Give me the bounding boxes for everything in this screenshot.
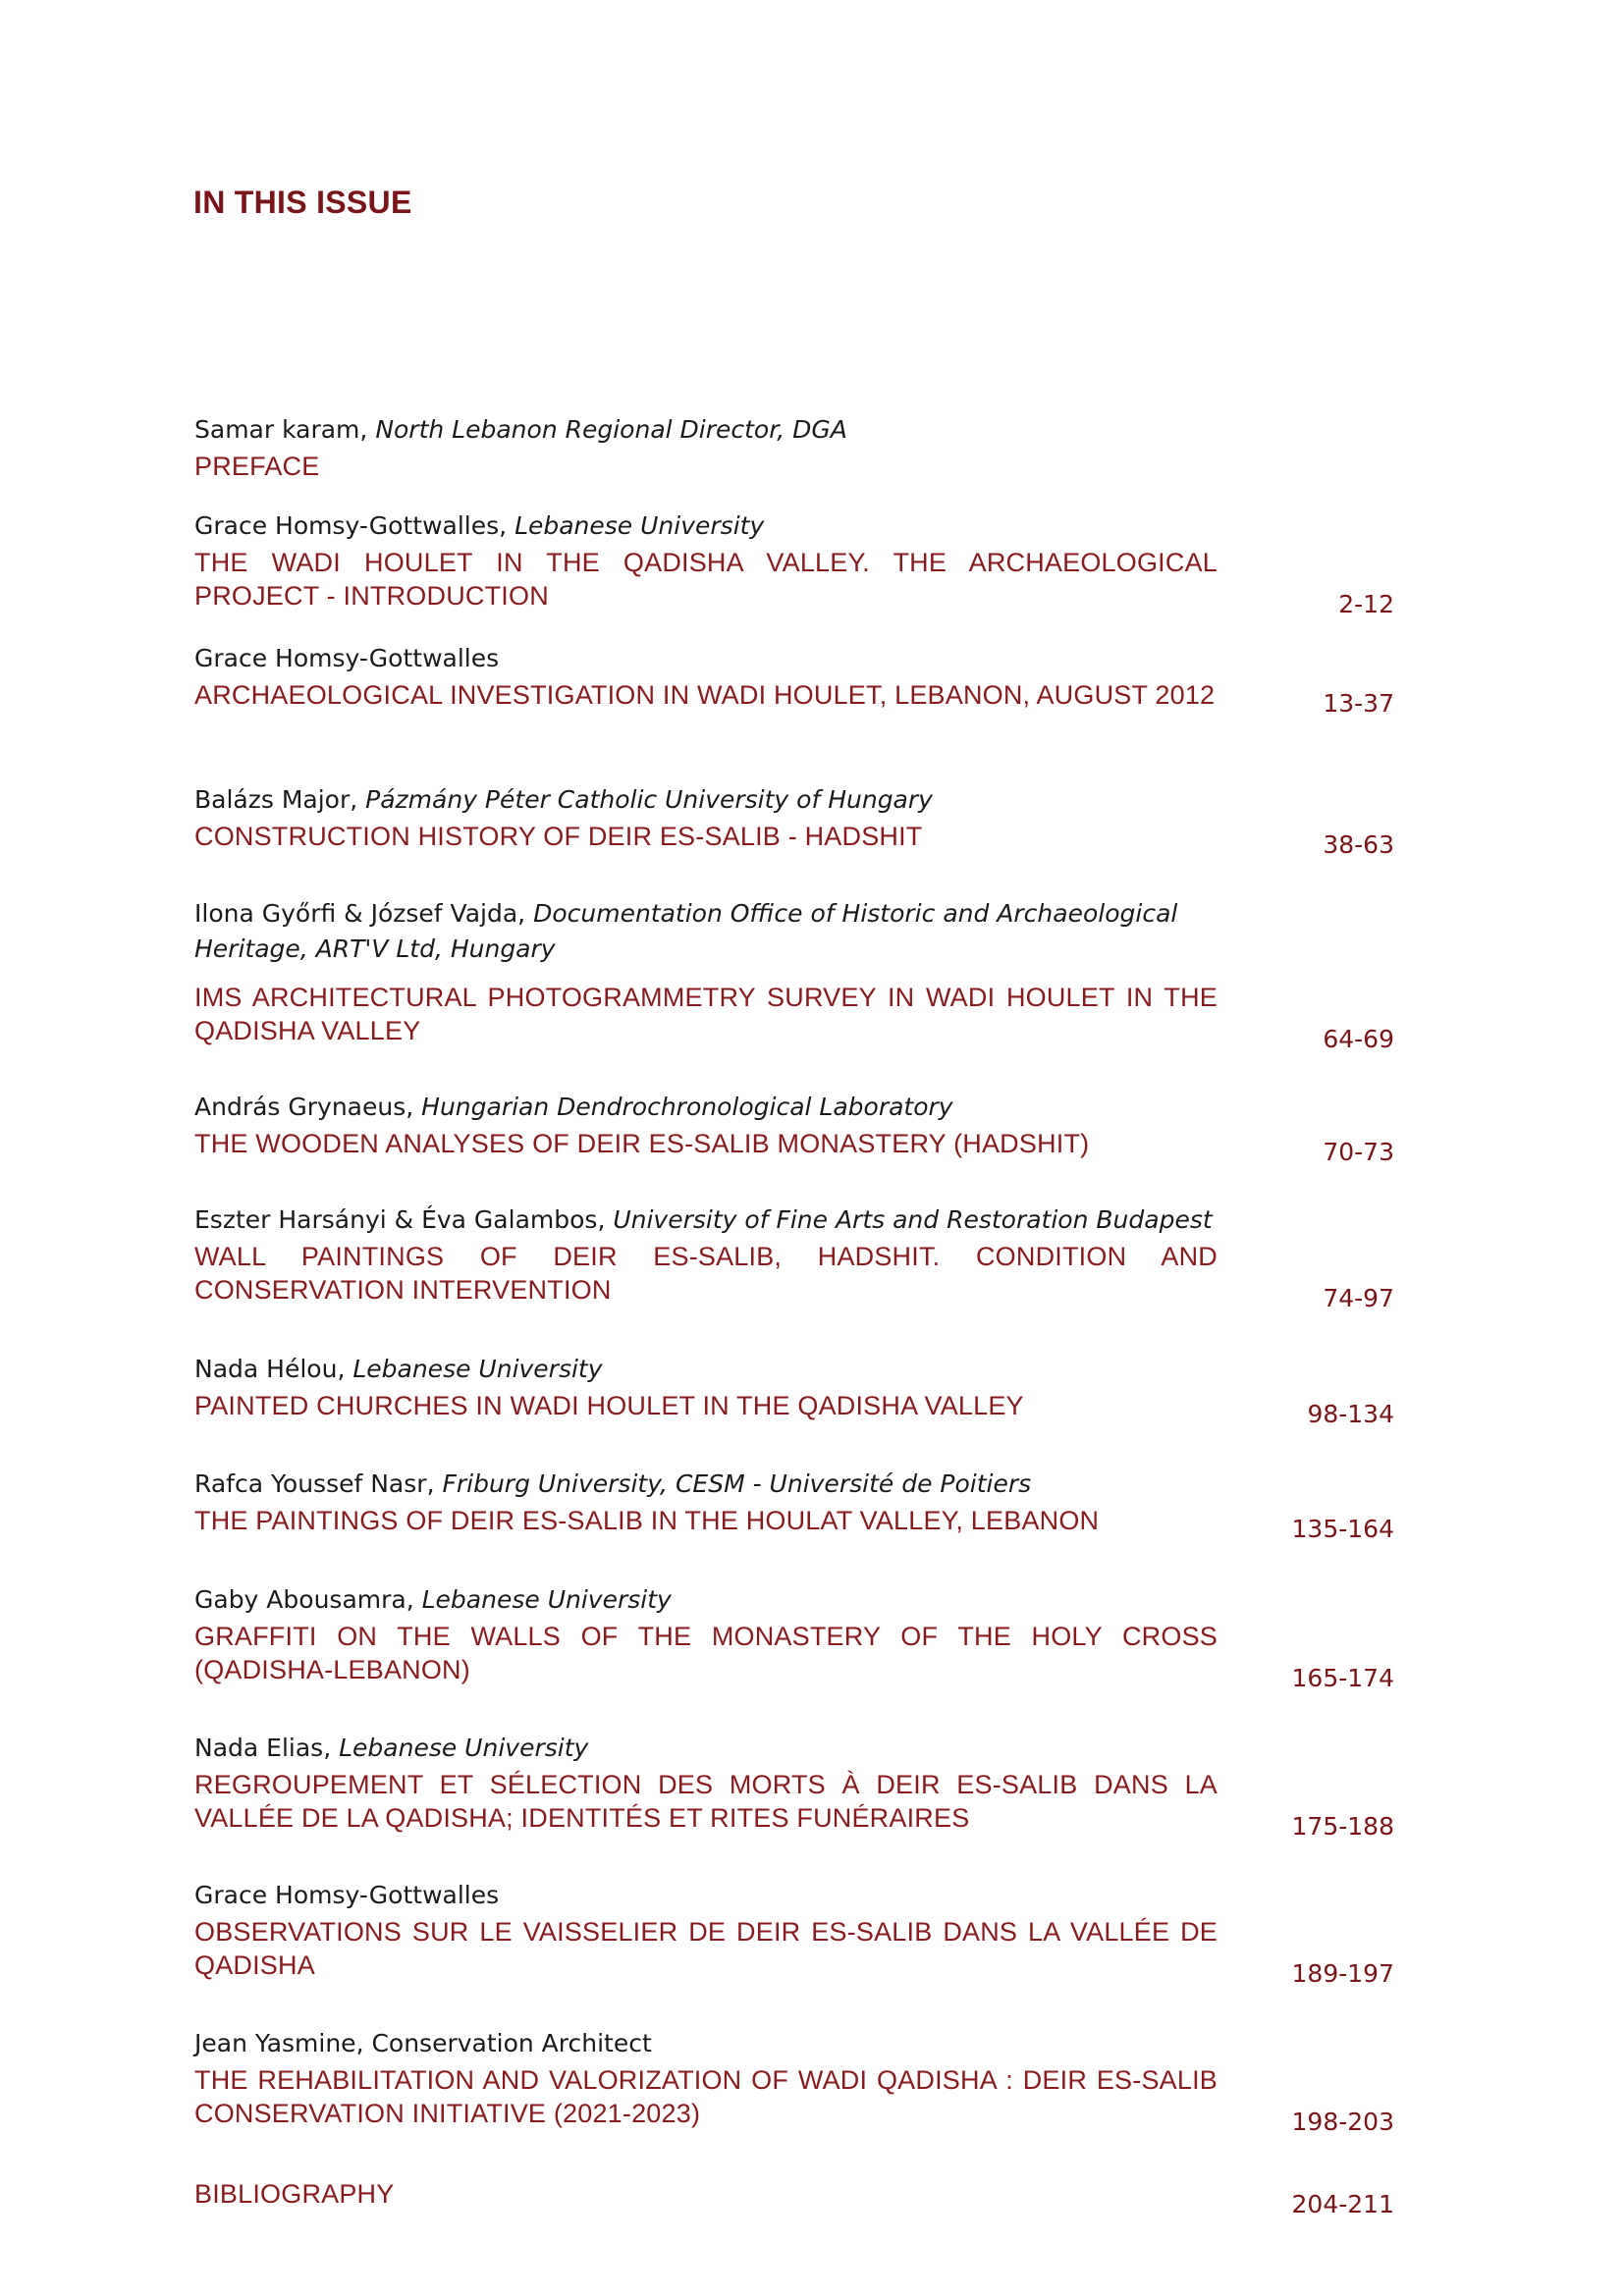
entry-author: Grace Homsy-Gottwalles [194, 511, 500, 540]
entry-page-range: 38-63 [1323, 830, 1394, 859]
entry-affiliation: North Lebanon Regional Director, DGA [375, 415, 847, 444]
entry-author-line: Ilona Győrfi & József Vajda, Documentation Office of Historic and Archaeological Heritage, ART'V Ltd, Hungary [194, 899, 1178, 963]
toc-entry-bibliography [194, 2177, 1394, 2218]
entry-title: IMS ARCHITECTURAL PHOTOGRAMMETRY SURVEY IN WADI HOULET IN THE QADISHA VALLEY [194, 983, 1218, 1045]
entry-author: Gaby Abousamra [194, 1585, 406, 1614]
entry-affiliation: Friburg University, CESM - Université de Poitiers [442, 1469, 1032, 1498]
toc-entry [194, 508, 1394, 618]
entry-page-range: 13-37 [1323, 689, 1394, 718]
entry-title: PAINTED CHURCHES IN WADI HOULET IN THE QADISHA VALLEY [194, 1391, 1024, 1420]
entry-title: REGROUPEMENT ET SÉLECTION DES MORTS À DEIR ES-SALIB DANS LA VALLÉE DE LA QADISHA; IDENTITÉS ET RITES FUNÉRAIRES [194, 1770, 1218, 1833]
entry-author: Samar karam [194, 415, 360, 444]
entry-author: Balázs Major [194, 785, 351, 814]
entry-affiliation: Pázmány Péter Catholic University of Hungary [365, 785, 933, 814]
entry-affiliation: Lebanese University [421, 1585, 672, 1614]
entry-affiliation: University of Fine Arts and Restoration Budapest [613, 1205, 1213, 1234]
entry-author-line [194, 1878, 1394, 1913]
toc-entry [194, 1352, 1394, 1428]
entry-page-range: 189-197 [1291, 1959, 1394, 1988]
entry-title: WALL PAINTINGS OF DEIR ES-SALIB, HADSHIT. CONDITION AND CONSERVATION INTERVENTION [194, 1242, 1218, 1305]
toc-entry [194, 1467, 1394, 1543]
entry-author-line: Samar karam, North Lebanon Regional Director, DGA [194, 415, 847, 444]
entry-author-line: Balázs Major, Pázmány Péter Catholic University of Hungary [194, 785, 933, 814]
entry-author-line: Grace Homsy-Gottwalles, Lebanese University [194, 511, 765, 540]
entry-title: THE WADI HOULET IN THE QADISHA VALLEY. THE ARCHAEOLOGICAL PROJECT - INTRODUCTION [194, 548, 1218, 611]
entry-author-line: Nada Hélou, Lebanese University [194, 1355, 603, 1383]
entry-title: THE PAINTINGS OF DEIR ES-SALIB IN THE HOULAT VALLEY, LEBANON [194, 1506, 1100, 1535]
toc-entry [194, 1731, 1394, 1841]
entry-title: ARCHAEOLOGICAL INVESTIGATION IN WADI HOULET, LEBANON, AUGUST 2012 [194, 680, 1216, 710]
toc-entry [194, 1582, 1394, 1692]
entry-affiliation: Lebanese University [352, 1355, 603, 1383]
entry-page-range: 98-134 [1307, 1400, 1394, 1428]
entry-author: Grace Homsy-Gottwalles [194, 1881, 500, 1909]
entry-page-range: 204-211 [1291, 2190, 1394, 2218]
entry-affiliation: Documentation Office of Historic and Archaeological Heritage, ART'V Ltd, Hungary [194, 899, 1178, 963]
entry-title: THE REHABILITATION AND VALORIZATION OF WADI QADISHA : DEIR ES-SALIB CONSERVATION INITIATIVE (2021-2023) [194, 2065, 1218, 2128]
entry-author-line [194, 2026, 1394, 2061]
entry-page-range: 198-203 [1291, 2108, 1394, 2136]
toc-entry [194, 1202, 1394, 1312]
toc-entry-preface [194, 412, 1394, 483]
entry-page-range: 165-174 [1291, 1664, 1394, 1692]
entry-page-range: 175-188 [1291, 1812, 1394, 1841]
entry-affiliation: Lebanese University [339, 1734, 589, 1762]
entry-title: GRAFFITI ON THE WALLS OF THE MONASTERY OF THE HOLY CROSS (QADISHA-LEBANON) [194, 1622, 1218, 1684]
entry-page-range: 2-12 [1338, 590, 1394, 618]
entry-affiliation: Lebanese University [514, 511, 765, 540]
entry-title: PREFACE [194, 452, 320, 481]
entry-page-range: 74-97 [1323, 1284, 1394, 1312]
entry-page-range: 64-69 [1323, 1025, 1394, 1053]
entry-author: Grace Homsy-Gottwalles [194, 644, 500, 672]
page-title: IN THIS ISSUE [193, 185, 412, 220]
toc-entry [194, 896, 1394, 1053]
entry-title: THE WOODEN ANALYSES OF DEIR ES-SALIB MONASTERY (HADSHIT) [194, 1129, 1090, 1158]
entry-author: Nada Elias [194, 1734, 324, 1762]
entry-page-range: 70-73 [1323, 1138, 1394, 1166]
entry-author-line: Gaby Abousamra, Lebanese University [194, 1585, 672, 1614]
entry-author: Nada Hélou [194, 1355, 338, 1383]
entry-title: OBSERVATIONS SUR LE VAISSELIER DE DEIR ES-SALIB DANS LA VALLÉE DE QADISHA [194, 1917, 1218, 1980]
entry-author-line: Nada Elias, Lebanese University [194, 1734, 589, 1762]
toc-entry [194, 641, 1394, 718]
entry-author: Eszter Harsányi & Éva Galambos [194, 1205, 598, 1234]
entry-affiliation: Hungarian Dendrochronological Laboratory [421, 1093, 953, 1121]
entry-author-line [194, 641, 1394, 676]
toc-entry [194, 1090, 1394, 1166]
entry-author: Rafca Youssef Nasr [194, 1469, 427, 1498]
entry-author: András Grynaeus [194, 1093, 406, 1121]
toc-entry [194, 782, 1394, 859]
entry-author-line: Rafca Youssef Nasr, Friburg University, CESM - Université de Poitiers [194, 1469, 1032, 1498]
entry-author: Ilona Győrfi & József Vajda [194, 899, 518, 928]
entry-title: BIBLIOGRAPHY [194, 2179, 395, 2209]
entry-page-range: 135-164 [1291, 1515, 1394, 1543]
toc-entry [194, 1878, 1394, 1988]
entry-title: CONSTRUCTION HISTORY OF DEIR ES-SALIB - HADSHIT [194, 822, 923, 851]
entry-author-line: Eszter Harsányi & Éva Galambos, University of Fine Arts and Restoration Budapest [194, 1205, 1213, 1234]
entry-author-line: András Grynaeus, Hungarian Dendrochronological Laboratory [194, 1093, 953, 1121]
entry-author: Jean Yasmine, Conservation Architect [194, 2029, 652, 2057]
toc-entry [194, 2026, 1394, 2136]
